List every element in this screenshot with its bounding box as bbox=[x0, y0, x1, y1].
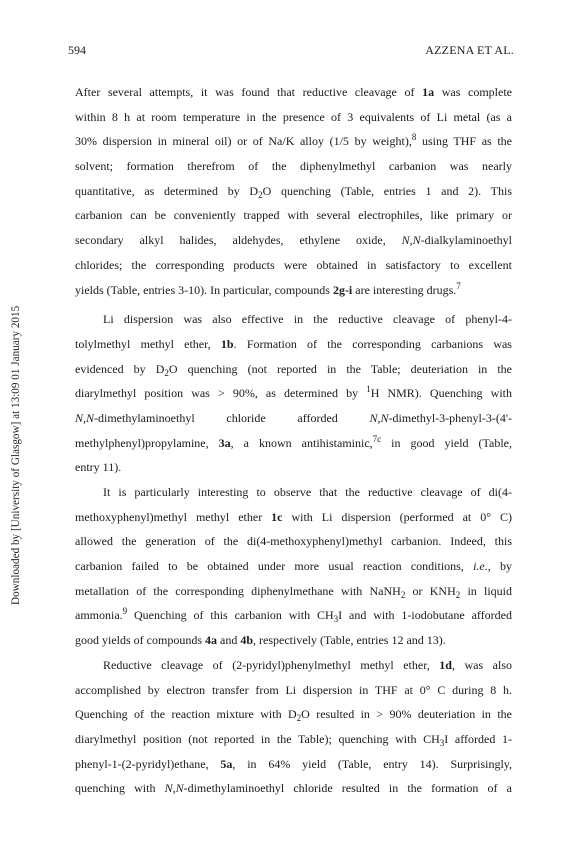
text-line: tolylmethyl methyl ether, 1b. Formation of the corresponding carbanions was bbox=[75, 336, 512, 351]
text-line: Reductive cleavage of (2-pyridyl)phenylmethyl methyl ether, 1d, was also bbox=[103, 657, 512, 672]
text-line: secondary alkyl halides, aldehydes, ethylene oxide, N,N-dialkylaminoethyl bbox=[75, 233, 512, 248]
text-line: methoxyphenyl)methyl methyl ether 1c with Li dispersion (performed at 0° C) bbox=[75, 509, 512, 524]
text-line: evidenced by $D_2O$ quenching (not reported in the Table; deuteriation in the bbox=[75, 361, 512, 378]
text-line: ammonia.$^9$ Quenching of this carbanion with $CH_3I$ and with 1-iodobutane afforded bbox=[75, 606, 512, 625]
article-body bbox=[75, 80, 512, 801]
text-line: quantitative, as determined by $D_2O$ quenching (Table, entries 1 and 2). This bbox=[75, 183, 512, 200]
text-line: carbanion can be conveniently trapped with several electrophiles, like primary or bbox=[75, 208, 512, 223]
text-line: carbanion failed to be obtained under more usual reaction conditions, i.e., by bbox=[75, 559, 513, 574]
text-line: allowed the generation of the di(4-methoxyphenyl)methyl carbanion. Indeed, this bbox=[75, 534, 512, 549]
text-line: good yields of compounds 4a and 4b, respectively (Table, entries 12 and 13). bbox=[75, 633, 446, 648]
text-line: phenyl-1-(2-pyridyl)ethane, 5a, in 64% yield (Table, entry 14). Surprisingly, bbox=[75, 756, 512, 771]
text-line: accomplished by electron transfer from Li dispersion in THF at 0° C during 8 h. bbox=[75, 682, 512, 697]
text-line: 30% dispersion in mineral oil) or of Na/K alloy (1/5 by weight),$^8$ using THF as the bbox=[75, 132, 512, 149]
text-line: metallation of the corresponding diphenylmethane with NaNH$_2$ or $KNH_2$ in liquid bbox=[75, 583, 512, 600]
text-line: Li dispersion was also effective in the reductive cleavage of phenyl-4- bbox=[103, 312, 512, 327]
text-line: chlorides; the corresponding products were obtained in satisfactory to excellent bbox=[75, 257, 512, 272]
running-head: AZZENA ET AL. bbox=[425, 43, 514, 57]
text-line: within 8 h at room temperature in the presence of 3 equivalents of Li metal (as a bbox=[75, 109, 512, 124]
page-number: 594 bbox=[68, 43, 86, 57]
text-line: yields (Table, entries 3-10). In particular, compounds 2g-i are interesting drugs.$^7$ bbox=[75, 280, 461, 297]
text-line: It is particularly interesting to observe that the reductive cleavage of di(4- bbox=[103, 485, 512, 499]
download-watermark: Downloaded by [University of Glasgow] at 13:09 01 January 2015 bbox=[10, 305, 22, 605]
text-line: diarylmethyl position (not reported in the Table); quenching with $CH_3I$ afforded 1- bbox=[75, 731, 513, 748]
text-line: Quenching of the reaction mixture with $D_2O$ resulted in > 90% deuteriation in the bbox=[75, 707, 512, 724]
text-line: diarylmethyl position was > 90%, as determined by $^1$H NMR). Quenching with bbox=[75, 384, 512, 401]
text-line: entry 11). bbox=[75, 460, 122, 475]
text-line: quenching with N,N-dimethylaminoethyl chloride resulted in the formation of a bbox=[75, 781, 512, 796]
text-line: solvent; formation therefrom of the diphenylmethyl carbanion was nearly bbox=[75, 159, 512, 174]
text-line: methylphenyl)propylamine, 3a, a known antihistaminic,$^{7c}$ in good yield (Table, bbox=[75, 433, 513, 450]
text-line: N,N-dimethylaminoethyl chloride afforded N,N-dimethyl-3-phenyl-3-(4'- bbox=[75, 410, 512, 425]
text-line: After several attempts, it was found that reductive cleavage of 1a was complete bbox=[75, 85, 512, 99]
